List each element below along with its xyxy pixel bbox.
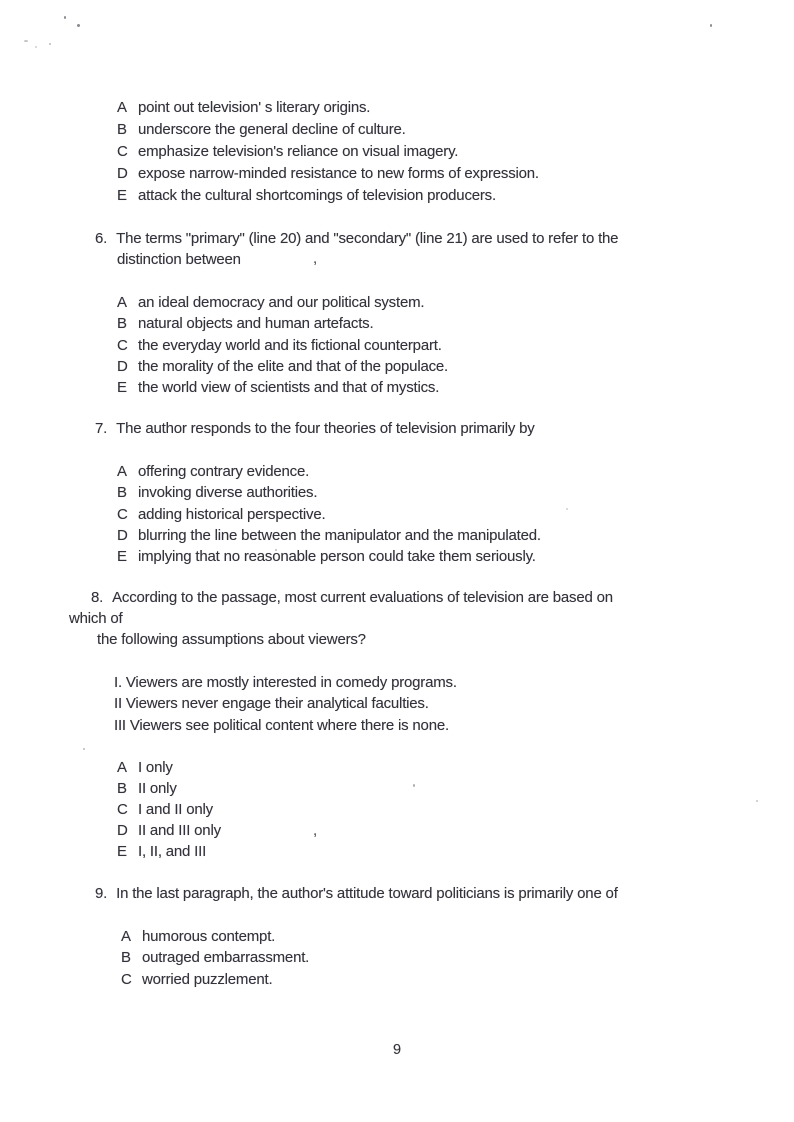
question-6-options xyxy=(117,292,448,398)
option-text: implying that no reasonable person could take them seriously. xyxy=(138,548,536,566)
stray-comma-mark: , xyxy=(313,250,318,267)
option-letter: B xyxy=(117,315,127,333)
question-text: According to the passage, most current evaluations of television are based on xyxy=(112,589,613,606)
option-row xyxy=(117,841,221,862)
option-text: expose narrow-minded resistance to new forms of expression. xyxy=(138,165,539,182)
option-letter: C xyxy=(121,970,132,988)
option-row xyxy=(117,525,541,546)
option-text: an ideal democracy and our political system. xyxy=(138,294,425,311)
option-letter: B xyxy=(117,484,127,502)
option-letter: A xyxy=(121,928,131,945)
option-row xyxy=(117,335,448,356)
option-letter: E xyxy=(117,548,127,566)
option-text: invoking diverse authorities. xyxy=(138,484,318,502)
scan-speck xyxy=(83,748,85,750)
option-row xyxy=(117,461,541,482)
statement-row: II Viewers never engage their analytical faculties. xyxy=(114,695,429,713)
option-text: the world view of scientists and that of mystics. xyxy=(138,379,440,397)
option-text: offering contrary evidence. xyxy=(138,463,310,480)
option-row xyxy=(117,757,221,778)
leading-options-block xyxy=(117,97,539,207)
option-letter: E xyxy=(117,379,127,397)
question-8-line-1 xyxy=(91,589,613,606)
option-row xyxy=(117,97,539,119)
page-number: 9 xyxy=(392,1042,402,1058)
scan-speck xyxy=(566,508,568,510)
scan-speck xyxy=(756,800,758,802)
option-row xyxy=(117,778,221,799)
stray-comma-mark: , xyxy=(313,822,318,839)
option-row xyxy=(117,377,448,398)
option-row xyxy=(117,356,448,377)
scan-speck xyxy=(413,784,415,787)
option-text: attack the cultural shortcomings of television producers. xyxy=(138,187,496,204)
option-letter: D xyxy=(117,357,128,375)
option-row xyxy=(121,947,309,968)
question-text: In the last paragraph, the author's attitude toward politicians is primarily one of xyxy=(116,885,618,902)
scan-speck xyxy=(49,43,51,45)
option-text: I, II, and III xyxy=(138,843,207,860)
option-text: adding historical perspective. xyxy=(138,505,326,523)
option-text: the everyday world and its fictional counterpart. xyxy=(138,336,442,354)
question-8-line-2: which of xyxy=(69,610,123,627)
option-row xyxy=(117,163,539,185)
option-letter: B xyxy=(121,949,131,967)
question-9-line-1 xyxy=(95,885,618,902)
option-row xyxy=(117,504,541,525)
option-letter: C xyxy=(117,505,128,523)
option-row xyxy=(117,141,539,163)
option-text: blurring the line between the manipulator and the manipulated. xyxy=(138,526,541,544)
question-number: 8. xyxy=(91,589,104,606)
scan-speck xyxy=(64,16,66,19)
option-letter: C xyxy=(117,336,128,354)
option-row xyxy=(117,119,539,141)
option-letter: E xyxy=(117,843,127,860)
option-letter: D xyxy=(117,822,128,839)
option-letter: A xyxy=(117,759,127,776)
option-text: natural objects and human artefacts. xyxy=(138,315,374,333)
option-text: I only xyxy=(138,759,173,776)
question-6-line-2: distinction between xyxy=(117,251,241,268)
option-row xyxy=(121,926,309,947)
option-row xyxy=(117,820,221,841)
option-letter: D xyxy=(117,526,128,544)
option-row xyxy=(117,185,539,207)
option-text: II and III only xyxy=(138,822,221,839)
option-row xyxy=(117,482,541,503)
option-row xyxy=(117,292,448,313)
question-9-options xyxy=(121,926,309,990)
question-8-statements xyxy=(114,672,457,736)
option-row xyxy=(117,799,221,820)
question-6-line-1 xyxy=(95,230,618,247)
question-7-options xyxy=(117,461,541,567)
question-number: 7. xyxy=(95,420,108,437)
question-text: The terms "primary" (line 20) and "secondary" (line 21) are used to refer to the xyxy=(116,230,619,247)
option-letter: D xyxy=(117,165,128,182)
statement-row: III Viewers see political content where there is none. xyxy=(114,716,449,734)
option-text: humorous contempt. xyxy=(142,928,276,945)
option-text: emphasize television's reliance on visual imagery. xyxy=(138,143,459,160)
statement-row: I. Viewers are mostly interested in comedy programs. xyxy=(114,674,457,691)
option-text: I and II only xyxy=(138,801,213,818)
option-letter: C xyxy=(117,801,128,818)
option-letter: C xyxy=(117,143,128,160)
question-number: 9. xyxy=(95,885,108,902)
question-text: The author responds to the four theories of television primarily by xyxy=(116,420,535,437)
option-letter: E xyxy=(117,187,127,204)
option-text: outraged embarrassment. xyxy=(142,949,310,967)
option-text: point out television' s literary origins. xyxy=(138,99,371,116)
scan-speck xyxy=(35,46,37,48)
option-row xyxy=(117,313,448,334)
question-7-line-1 xyxy=(95,420,535,437)
option-letter: A xyxy=(117,294,127,311)
option-text: underscore the general decline of culture. xyxy=(138,121,406,138)
option-letter: A xyxy=(117,99,127,116)
question-number: 6. xyxy=(95,230,108,247)
question-8-options xyxy=(117,757,221,862)
option-text: the morality of the elite and that of the populace. xyxy=(138,357,449,375)
option-row xyxy=(117,546,541,567)
scan-speck xyxy=(710,24,712,27)
option-letter: B xyxy=(117,121,127,138)
option-text: II only xyxy=(138,780,177,797)
question-8-line-3: the following assumptions about viewers? xyxy=(97,631,366,648)
scan-speck xyxy=(77,24,80,27)
option-letter: A xyxy=(117,463,127,480)
option-text: worried puzzlement. xyxy=(142,970,273,988)
option-row xyxy=(121,969,309,990)
scan-speck xyxy=(24,40,28,42)
option-letter: B xyxy=(117,780,127,797)
